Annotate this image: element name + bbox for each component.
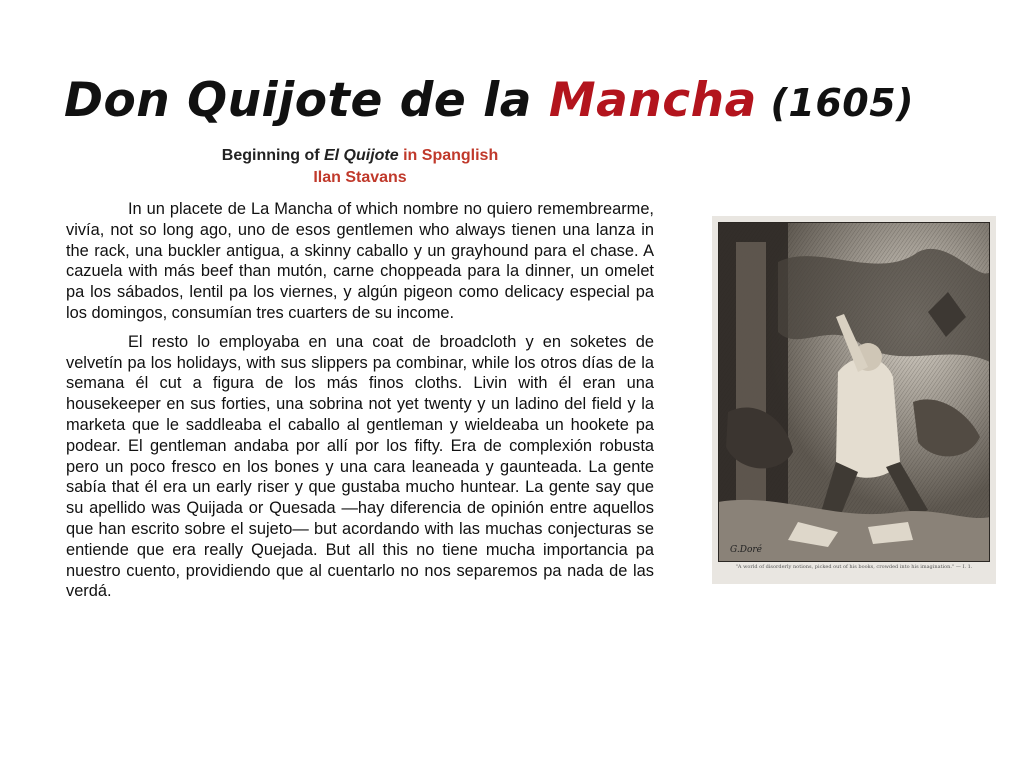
byline (66, 145, 654, 189)
byline-suffix: in Spanglish (398, 147, 499, 164)
illustration-caption: "A world of disorderly notions, picked out of his books, crowded into his imagination." — I. 1. (735, 564, 973, 570)
slide-title (64, 66, 1004, 138)
title-text: Don Quijote de la (64, 73, 549, 128)
byline-subtitle (66, 145, 654, 167)
title-accent: Mancha (548, 73, 757, 128)
illustration-signature: G.Doré (730, 545, 762, 555)
byline-author: Ilan Stavans (313, 169, 407, 186)
body-text (66, 199, 654, 610)
byline-prefix: Beginning of (221, 147, 324, 164)
title-year: (1605) (756, 81, 915, 125)
engraving-image (718, 222, 990, 562)
dore-illustration (712, 216, 996, 584)
paragraph-1: In un placete de La Mancha of which nombre no quiero remembrearme, vivía, not so long ago, uno de esos gentlemen who always tienen una lanza in the rack, una buckler antigua, a skinny caballo y un grayhound para el chase. A cazuela with más beef than mutón, carne choppeada para la dinner, un omelet pa los sábados, lentil pa los viernes, y algún pigeon como delicacy especial pa los domingos, consumían tres cuarters de su income. (66, 200, 654, 322)
paragraph-2: El resto lo employaba en una coat de broadcloth y en soketes de velvetín pa los holidays, with sus slippers pa combinar, while los otros días de la semana él cut a figura de los más finos cloths. Livin with él eran una housekeeper en sus forties, una sobrina not yet twenty y un ladino del field y la marketa que le saddleaba el caballo al gentleman y wieldeaba un hookete pa podear. El gentleman andaba por allí por los fifty. Era de complexión robusta pero un poco fresco en los bones y una cara leaneada y gaunteada. La gente sabía that él era un early riser y que gustaba mucho huntear. La gente say que su apellido was Quijada or Quesada —hay diferencia de opinión entre aquellos que han escrito sobre el sujeto— but acordando with las muchas conjecturas se entiende que era really Quejada. But all this no tiene mucha importancia pa nuestro cuento, providiendo que al cuentarlo no nos separemos pa nada de las verdá. (66, 332, 654, 601)
byline-book-title: El Quijote (323, 147, 399, 164)
